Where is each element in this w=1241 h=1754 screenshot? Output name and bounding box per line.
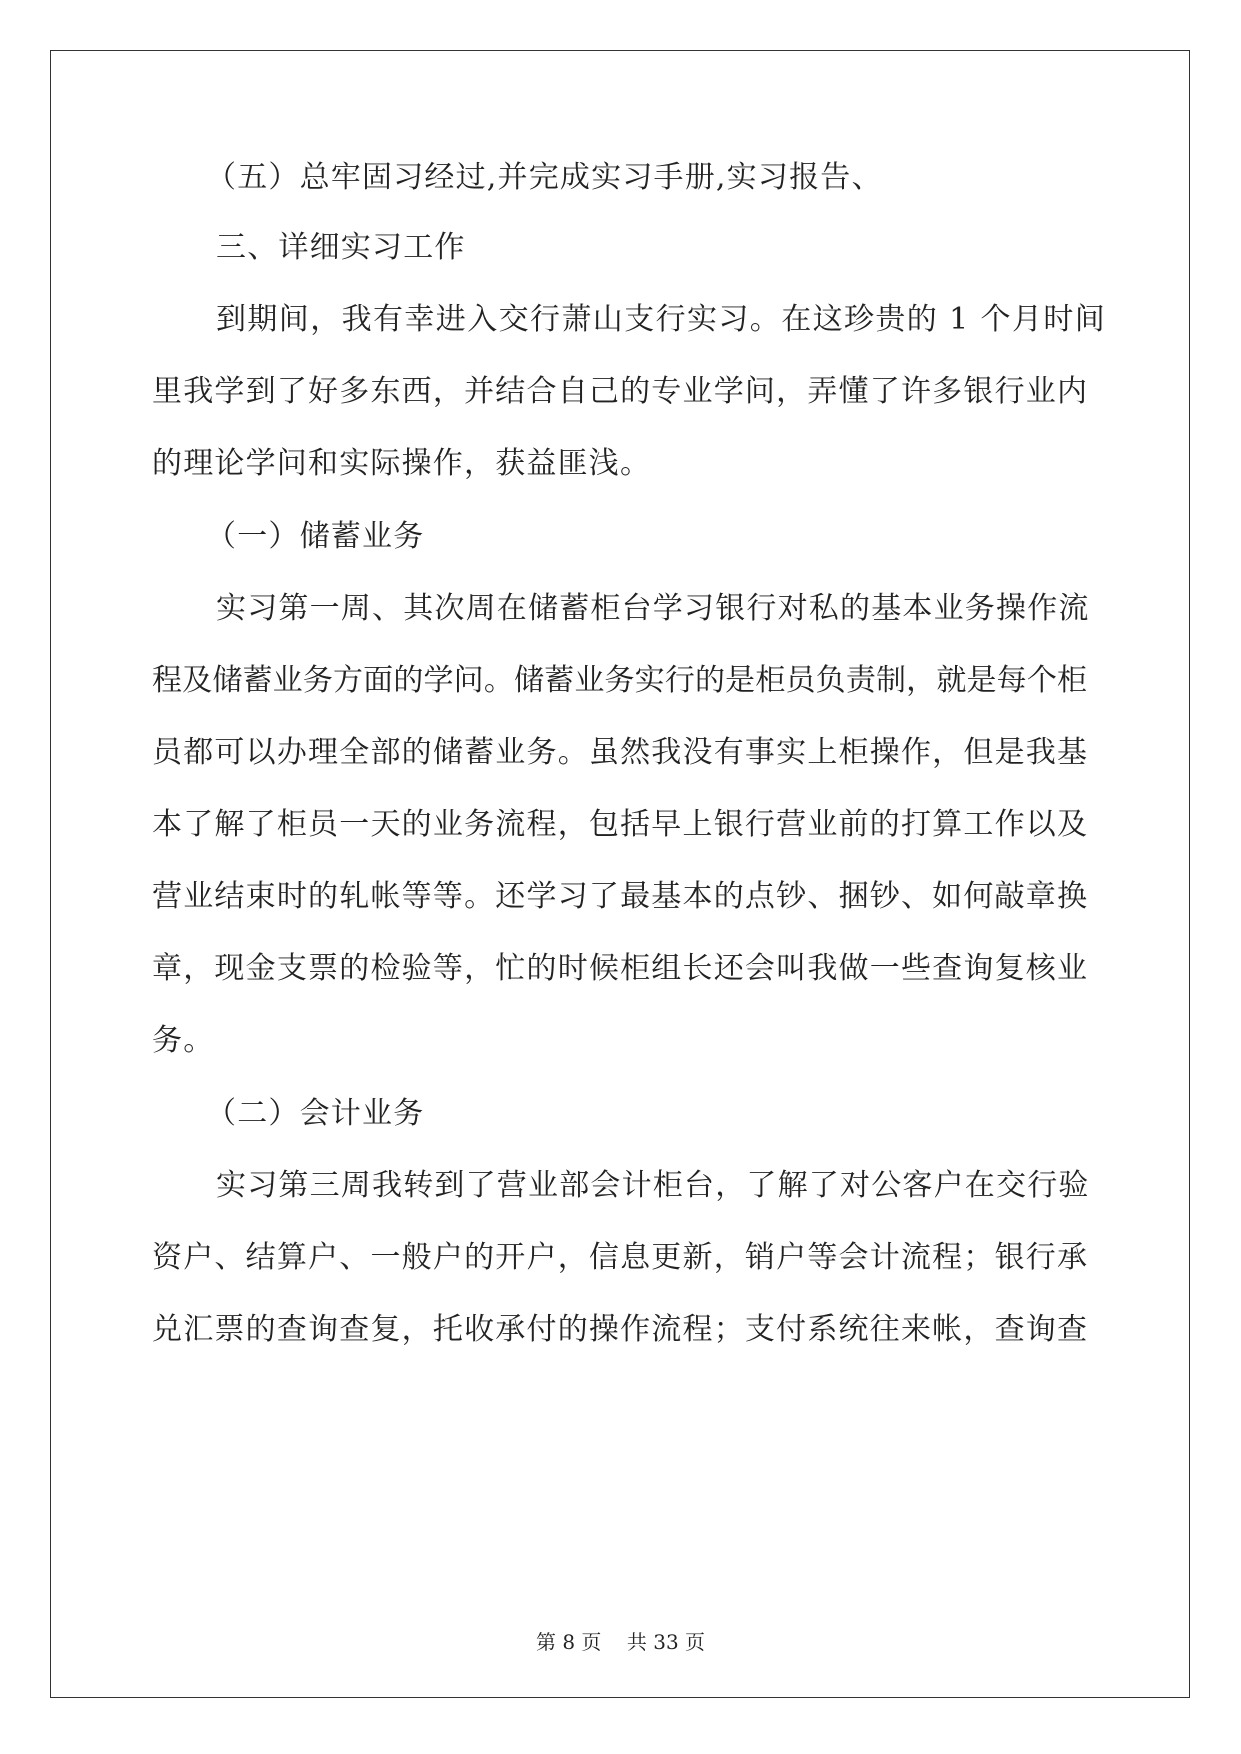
footer-spacer [601,1630,626,1654]
paragraph-line: 本了解了柜员一天的业务流程，包括早上银行营业前的打算工作以及 [152,807,1087,842]
subsection-heading: （二）会计业务 [206,1096,425,1131]
page-footer [0,1630,1241,1654]
paragraph-line: 务。 [152,1023,215,1058]
paragraph-line: 程及储蓄业务方面的学问。储蓄业务实行的是柜员负责制，就是每个柜 [152,663,1087,698]
paragraph-line: 兑汇票的查询查复，托收承付的操作流程；支付系统往来帐，查询查 [152,1312,1087,1347]
section-heading: 三、详细实习工作 [216,230,466,265]
paragraph-line: 的理论学问和实际操作，获益匪浅。 [152,446,652,481]
page-total: 共 33 页 [626,1630,706,1654]
paragraph-line: 资户、结算户、一般户的开户，信息更新，销户等会计流程；银行承 [152,1240,1087,1275]
paragraph-line: 到期间，我有幸进入交行萧山支行实习。在这珍贵的 1 个月时间 [216,302,1107,337]
page-number: 第 8 页 [535,1630,602,1654]
paragraph-line: 里我学到了好多东西，并结合自己的专业学问，弄懂了许多银行业内 [152,374,1087,409]
paragraph-line: 实习第三周我转到了营业部会计柜台，了解了对公客户在交行验 [216,1168,1090,1203]
paragraph-line: 员都可以办理全部的储蓄业务。虽然我没有事实上柜操作，但是我基 [152,735,1087,770]
page-border [50,50,1190,1698]
subsection-heading: （一）储蓄业务 [206,519,425,554]
paragraph-line: 营业结束时的轧帐等等。还学习了最基本的点钞、捆钞、如何敲章换 [152,879,1087,914]
paragraph-line: 章，现金支票的检验等，忙的时候柜组长还会叫我做一些查询复核业 [152,951,1087,986]
paragraph-line: 实习第一周、其次周在储蓄柜台学习银行对私的基本业务操作流 [216,591,1090,626]
paragraph-line: （五）总牢固习经过,并完成实习手册,实习报告、 [206,160,883,195]
